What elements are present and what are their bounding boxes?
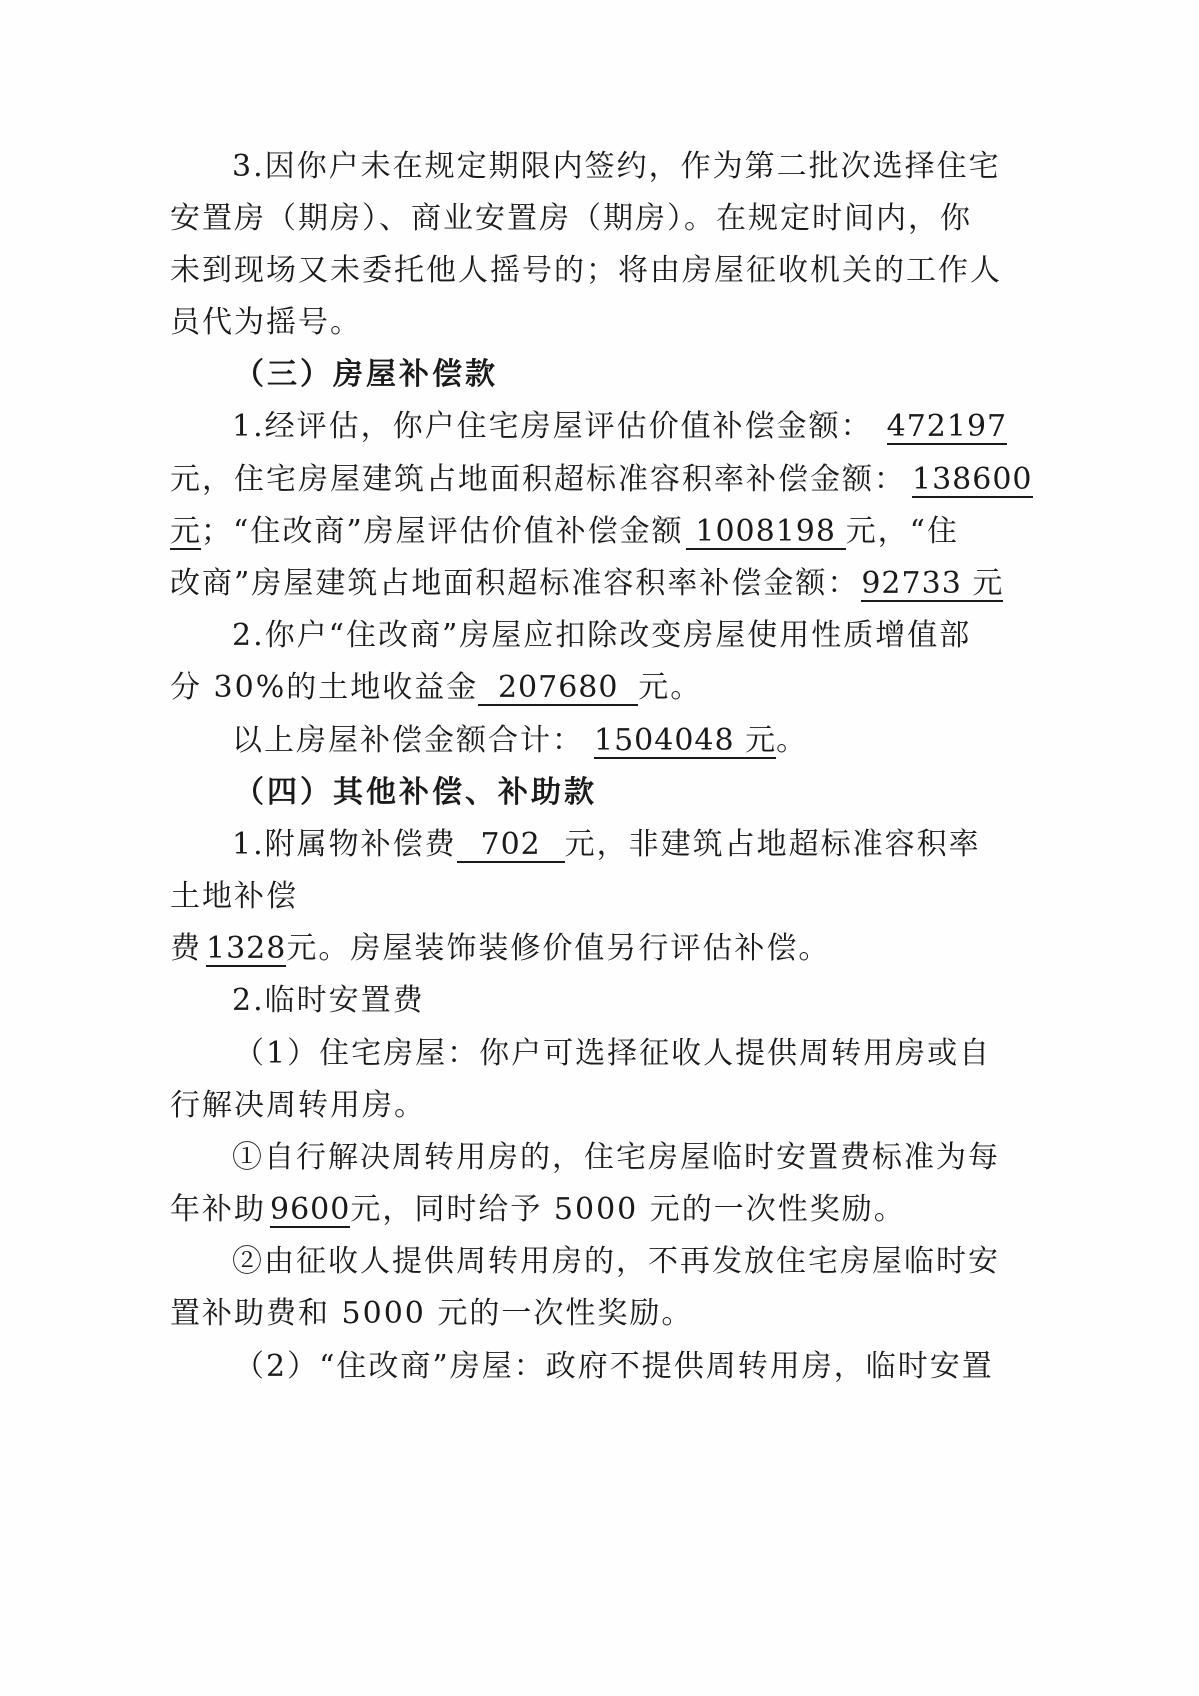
text-line: ②由征收人提供周转用房的，不再发放住宅房屋临时安 <box>232 1244 1000 1279</box>
text-line: 2.临时安置费 <box>232 983 425 1018</box>
text-line: 置补助费和 5000 元的一次性奖励。 <box>170 1296 694 1331</box>
text-line: （2）“住改商”房屋：政府不提供周转用房，临时安置 <box>234 1349 994 1384</box>
text-span: 年补助 <box>170 1192 266 1227</box>
amount-field: 207680 <box>478 672 638 706</box>
text-line: 员代为摇号。 <box>170 305 362 340</box>
amount-field: 1328 <box>206 931 287 966</box>
text-line: ①自行解决周转用房的，住宅房屋临时安置费标准为每 <box>232 1140 1000 1175</box>
text-span: 1.经评估，你户住宅房屋评估价值补偿金额： <box>232 409 873 444</box>
text-span: 元，“住 <box>845 514 960 549</box>
amount-field: 702 <box>457 829 565 863</box>
text-line: 安置房（期房）、商业安置房（期房）。在规定时间内，你 <box>170 201 972 236</box>
amount-field: 92733 元 <box>861 566 1004 601</box>
text-line <box>232 721 808 761</box>
text-span: 元，同时给予 5000 元的一次性奖励。 <box>350 1192 906 1227</box>
text-line <box>170 564 1003 604</box>
section-heading: （三）房屋补偿款 <box>234 357 498 392</box>
text-span: 。 <box>776 723 809 758</box>
text-span: 改商”房屋建筑占地面积超标准容积率补偿金额： <box>170 566 860 601</box>
text-line: 2.你户“住改商”房屋应扣除改变房屋使用性质增值部 <box>232 618 972 653</box>
text-span: 以上房屋补偿金额合计： <box>232 723 584 758</box>
text-line <box>170 929 830 969</box>
text-line <box>232 825 981 865</box>
text-span: 元，住宅房屋建筑占地面积超标准容积率补偿金额： <box>170 462 906 497</box>
section-heading: （四）其他补偿、补助款 <box>234 775 597 810</box>
text-span: 元。 <box>638 670 703 705</box>
text-line: 3.因你户未在规定期限内签约，作为第二批次选择住宅 <box>232 149 1001 184</box>
text-line <box>170 512 959 552</box>
text-span: 1.附属物补偿费 <box>232 827 457 862</box>
text-line <box>232 407 1007 447</box>
text-span: 元。房屋装饰装修价值另行评估补偿。 <box>286 931 831 966</box>
text-line <box>170 460 1033 500</box>
text-span: 分 30%的土地收益金 <box>170 670 479 705</box>
amount-field: 472197 <box>886 409 1008 444</box>
text-line: 未到现场又未委托他人摇号的；将由房屋征收机关的工作人 <box>170 253 1002 288</box>
text-line: 土地补偿 <box>170 879 298 914</box>
text-span: ；“住改商”房屋评估价值补偿金额 <box>201 514 684 549</box>
amount-field: 9600 <box>270 1192 351 1227</box>
amount-field: 1008198 <box>686 516 846 550</box>
text-line: 行解决周转用房。 <box>170 1088 426 1123</box>
amount-unit: 元 <box>170 514 201 549</box>
text-line <box>170 1190 906 1230</box>
text-line: （1）住宅房屋：你户可选择征收人提供周转用房或自 <box>234 1036 992 1071</box>
text-span: 费 <box>170 931 202 966</box>
text-span: 元，非建筑占地超标准容积率 <box>564 827 981 862</box>
amount-field: 138600 <box>912 462 1033 497</box>
text-line <box>170 668 702 708</box>
amount-field: 1504048 元 <box>594 723 777 758</box>
